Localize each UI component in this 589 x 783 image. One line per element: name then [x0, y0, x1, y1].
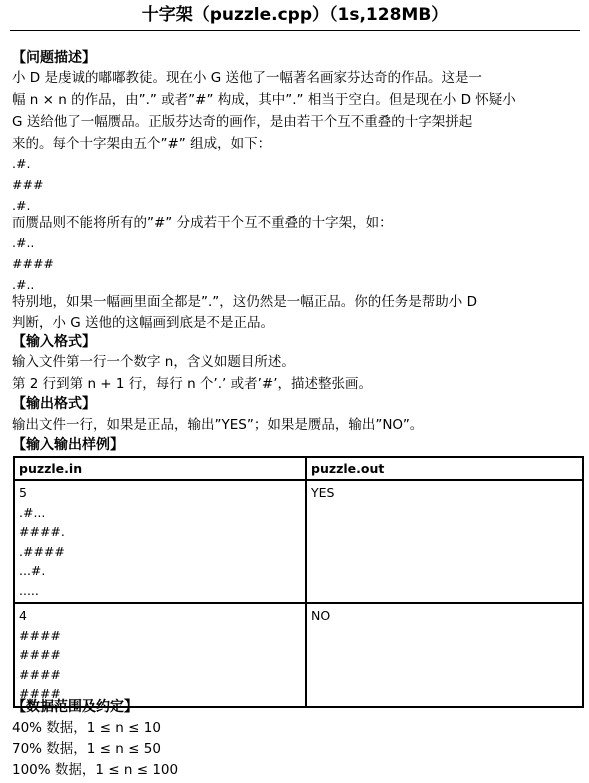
sample-input-line: ####: [19, 686, 61, 701]
samples-header-row: [14, 457, 583, 480]
constraint-line: 40% 数据，1 ≤ n ≤ 10: [12, 720, 161, 736]
sample-row: [14, 480, 583, 603]
sample-output-cell: [306, 603, 583, 707]
sample-input-line: .....: [19, 582, 39, 598]
sample-input-line: 5: [19, 485, 27, 500]
output-column-header: puzzle.out: [306, 457, 583, 480]
input-column-header: puzzle.in: [14, 457, 306, 480]
sample-input-line: .#...: [19, 504, 46, 520]
sample-input-cell: [14, 480, 306, 603]
cross-pattern-line: .#.: [12, 198, 31, 213]
fake-pattern-line: ####: [12, 256, 54, 271]
fake-pattern-line: .#..: [12, 235, 35, 250]
output-format-heading: 【输出格式】: [12, 396, 96, 412]
sample-input-cell: [14, 603, 306, 707]
constraints-heading: 【数据范围及约定】: [12, 699, 138, 715]
input-format-line: 输入文件第一行一个数字 n，含义如题目所述。: [12, 354, 295, 370]
sample-output-line: NO: [311, 608, 331, 623]
sample-input-line: 4: [19, 608, 27, 623]
problem-description-heading: 【问题描述】: [12, 50, 96, 66]
input-format-line: 第 2 行到第 n + 1 行，每行 n 个’.’ 或者’#’，描述整张画。: [12, 376, 372, 392]
output-format-line: 输出文件一行，如果是正品，输出”YES”；如果是赝品，输出”NO”。: [12, 417, 424, 433]
problem-title: 十字架（puzzle.cpp）（1s,128MB）: [10, 2, 580, 31]
cross-pattern-line: ###: [12, 177, 44, 192]
input-format-heading: 【输入格式】: [12, 334, 96, 350]
cross-pattern-line: .#.: [12, 156, 31, 171]
constraint-line: 70% 数据，1 ≤ n ≤ 50: [12, 741, 161, 757]
sample-input-line: ...#.: [19, 563, 46, 578]
description-line: 幅 n × n 的作品，由”.” 或者”#” 构成，其中”.” 相当于空白。但是现在小 D 怀疑小: [12, 92, 516, 108]
fake-intro-line: 而赝品则不能将所有的”#” 分成若干个互不重叠的十字架，如：: [12, 215, 393, 231]
sample-row: [14, 603, 583, 707]
sample-input-line: ####: [19, 666, 61, 682]
fake-pattern-line: .#..: [12, 277, 35, 292]
samples-heading: 【输入输出样例】: [12, 437, 124, 453]
description-ending-line: 特别地，如果一幅画里面全都是”.”，这仍然是一幅正品。你的任务是帮助小 D: [12, 294, 477, 310]
sample-output-cell: [306, 480, 583, 603]
samples-table: [13, 456, 584, 708]
description-line: G 送给他了一幅赝品。正版芬达奇的画作，是由若干个互不重叠的十字架拼起: [12, 114, 473, 130]
constraint-line: 100% 数据，1 ≤ n ≤ 100: [12, 762, 179, 778]
description-ending-line: 判断，小 G 送他的这幅画到底是不是正品。: [12, 315, 275, 331]
sample-input-line: ####: [19, 627, 61, 643]
description-line: 小 D 是虔诚的嘟嘟教徒。现在小 G 送他了一幅著名画家芬达奇的作品。这是一: [12, 70, 483, 86]
description-line: 来的。每个十字架由五个”#” 组成，如下：: [12, 136, 272, 152]
sample-input-line: ####: [19, 647, 61, 662]
sample-input-line: ####.: [19, 524, 65, 539]
sample-output-line: YES: [311, 485, 335, 500]
sample-input-line: .####: [19, 543, 65, 559]
